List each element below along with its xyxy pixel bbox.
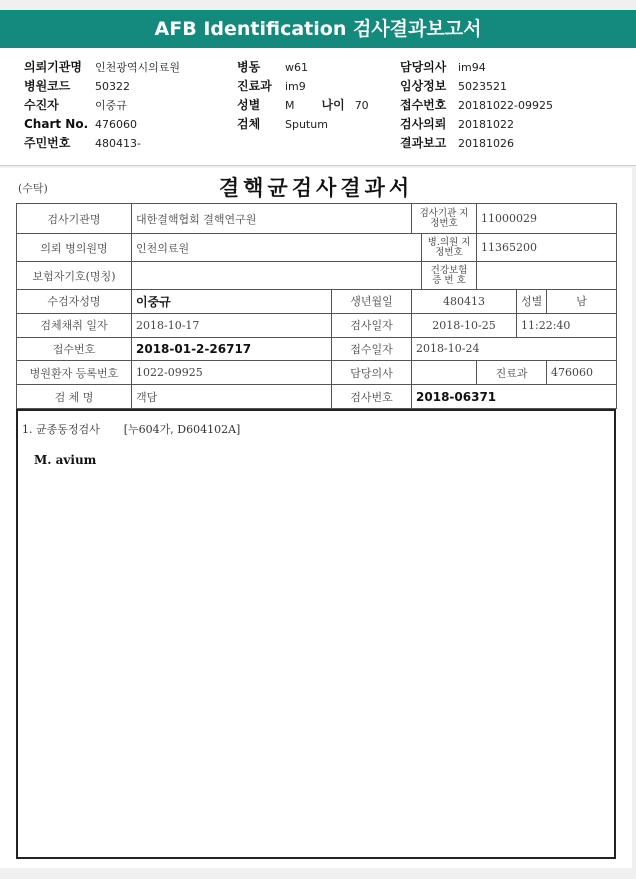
sex-label: 성별	[237, 98, 261, 112]
hospital-value: 인천의료원	[132, 234, 422, 262]
outsourced-tag: (수탁)	[18, 182, 48, 195]
patient-label: 수검자성명	[17, 290, 132, 314]
birth-label: 생년월일	[332, 290, 412, 314]
clinical-info-label: 임상정보	[400, 79, 447, 93]
clinical-info-value: 5023521	[458, 80, 507, 93]
chart-no-value: 476060	[95, 118, 137, 131]
dept-cell-value: 476060	[547, 361, 617, 385]
department-label: 진료과	[237, 79, 272, 93]
insurance-label: 보험자기호(명칭)	[17, 262, 132, 290]
dept-cell-label: 진료과	[477, 361, 547, 385]
info-row	[24, 113, 180, 132]
test-time-value: 11:22:40	[517, 313, 617, 337]
result-test-name: 1. 균종동정검사	[22, 423, 100, 436]
patient-info-panel	[0, 48, 636, 166]
info-column-2	[237, 56, 369, 132]
info-row	[237, 94, 369, 113]
info-row	[400, 56, 553, 75]
insurance-value	[132, 262, 422, 290]
doctor-label: 담당의사	[400, 60, 447, 74]
age-value: 70	[354, 99, 369, 112]
institution-value: 인천광역시의료원	[95, 61, 181, 74]
receipt-no-value: 20181022-09925	[458, 99, 553, 112]
table-row	[17, 361, 617, 385]
specimen-name-label: 검 체 명	[17, 385, 132, 409]
info-row	[237, 75, 369, 94]
chart-no-label: Chart No.	[24, 117, 89, 131]
resident-no-label: 주민번호	[24, 136, 71, 150]
info-row	[237, 56, 369, 75]
scanned-report	[0, 168, 632, 868]
info-row	[24, 75, 180, 94]
info-row	[24, 56, 180, 75]
result-test-code: [누604가, D604102A]	[123, 423, 241, 436]
table-row	[17, 337, 617, 361]
specimen-label: 검체	[237, 117, 261, 131]
receipt-value: 2018-01-2-26717	[132, 337, 332, 361]
report-header-title: AFB Identification 검사결과보고서	[0, 10, 636, 48]
table-row	[17, 313, 617, 337]
request-date-label: 검사의뢰	[400, 117, 447, 131]
registration-value: 1022-09925	[132, 361, 332, 385]
lab-id-label: 검사기관 지정번호	[412, 204, 477, 234]
table-row	[17, 262, 617, 290]
info-row	[400, 75, 553, 94]
table-row	[17, 234, 617, 262]
test-no-value: 2018-06371	[412, 385, 617, 409]
doctor-cell-label: 담당의사	[332, 361, 412, 385]
lab-name-label: 검사기관명	[17, 204, 132, 234]
receipt-label: 접수번호	[17, 337, 132, 361]
lab-name-value: 대한결핵협회 결핵연구원	[132, 204, 412, 234]
test-no-label: 검사번호	[332, 385, 412, 409]
sex-cell-label: 성별	[517, 290, 547, 314]
sex-value: M	[285, 99, 295, 112]
result-test-line	[22, 421, 240, 437]
table-row	[17, 385, 617, 409]
info-row	[400, 132, 553, 151]
registration-label: 병원환자 등록번호	[17, 361, 132, 385]
department-value: im9	[285, 80, 306, 93]
collect-date-label: 검체채취 일자	[17, 313, 132, 337]
info-column-3	[400, 56, 553, 151]
report-form-table	[16, 203, 617, 409]
report-date-value: 20181026	[458, 137, 514, 150]
table-row	[17, 204, 617, 234]
collect-date-value: 2018-10-17	[132, 313, 332, 337]
sex-cell-value: 남	[547, 290, 617, 314]
hospital-label: 의뢰 병의원명	[17, 234, 132, 262]
institution-label: 의뢰기관명	[24, 60, 82, 74]
receipt-no-label: 접수번호	[400, 98, 447, 112]
test-date-value: 2018-10-25	[412, 313, 517, 337]
resident-no-value: 480413-	[95, 137, 141, 150]
info-column-1	[24, 56, 180, 151]
info-row	[237, 113, 369, 132]
health-id-label: 건강보험 증 번 호	[422, 262, 477, 290]
request-date-value: 20181022	[458, 118, 514, 131]
specimen-name-value: 객담	[132, 385, 332, 409]
hospital-code-value: 50322	[95, 80, 130, 93]
ward-value: w61	[285, 61, 308, 74]
hospital-code-label: 병원코드	[24, 79, 71, 93]
report-document-title: 결핵균검사결과서	[218, 175, 414, 200]
hospital-id-label: 병.의원 지정번호	[422, 234, 477, 262]
result-organism: M. avium	[34, 453, 97, 467]
ward-label: 병동	[237, 60, 261, 74]
info-row	[400, 113, 553, 132]
report-date-label: 결과보고	[400, 136, 447, 150]
birth-value: 480413	[412, 290, 517, 314]
patient-name-label: 수진자	[24, 98, 59, 112]
info-row	[24, 132, 180, 151]
receipt-date-label: 접수일자	[332, 337, 412, 361]
lab-id-value: 11000029	[477, 204, 617, 234]
doctor-value: im94	[458, 61, 486, 74]
hospital-id-value: 11365200	[477, 234, 617, 262]
age-label: 나이	[321, 98, 345, 112]
health-id-value	[477, 262, 617, 290]
patient-value: 이중규	[132, 290, 332, 314]
result-box	[16, 409, 616, 859]
receipt-date-value: 2018-10-24	[412, 337, 617, 361]
specimen-value: Sputum	[285, 118, 328, 131]
info-row	[24, 94, 180, 113]
patient-name-value: 이중규	[95, 99, 127, 112]
test-date-label: 검사일자	[332, 313, 412, 337]
doctor-cell-value	[412, 361, 477, 385]
table-row	[17, 290, 617, 314]
info-row	[400, 94, 553, 113]
